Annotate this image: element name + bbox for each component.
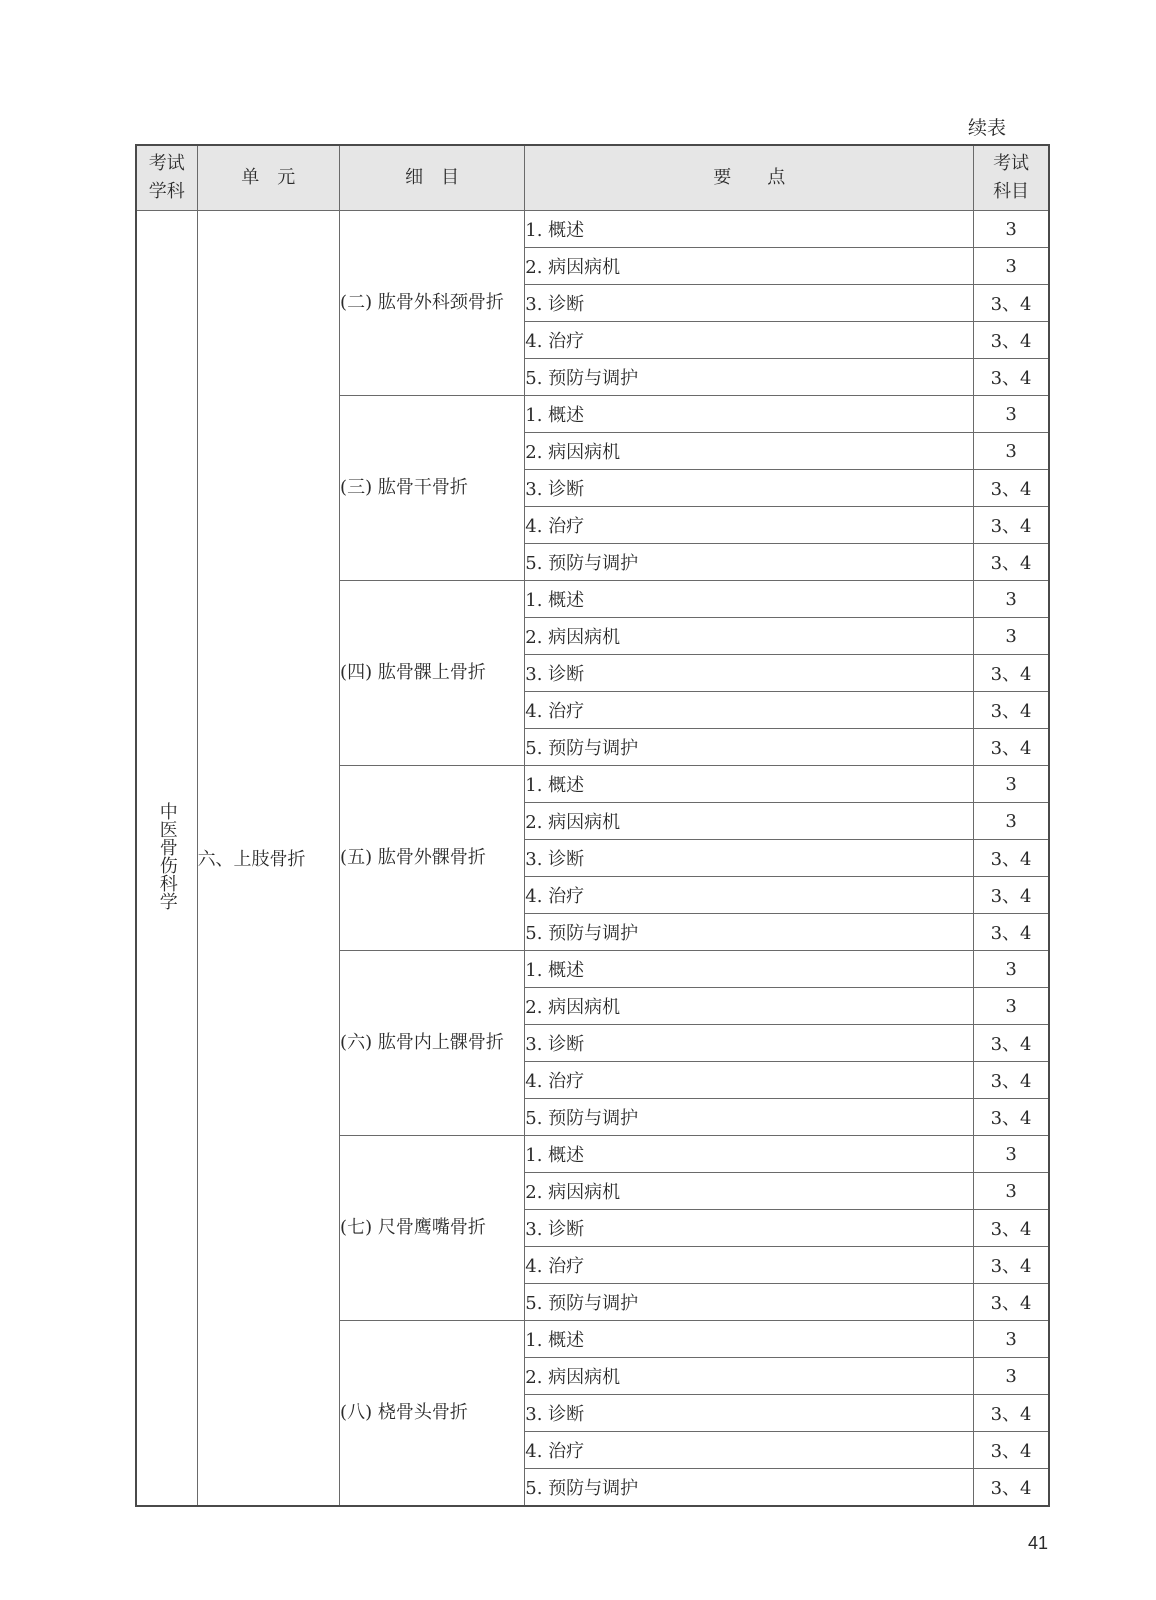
table-continued-caption: 续表 xyxy=(968,117,1007,139)
subject-cell xyxy=(136,211,197,1507)
exam-code-cell: 3、4 xyxy=(974,1099,1049,1136)
table-row xyxy=(136,211,1049,248)
key-point-cell: 5. 预防与调护 xyxy=(525,1099,974,1136)
exam-code-cell: 3、4 xyxy=(974,692,1049,729)
page-number: 41 xyxy=(1028,1533,1049,1553)
key-point-cell: 3. 诊断 xyxy=(525,470,974,507)
key-point-cell: 5. 预防与调护 xyxy=(525,359,974,396)
exam-code-cell: 3 xyxy=(974,396,1049,433)
topic-cell: (二) 肱骨外科颈骨折 xyxy=(340,211,525,396)
table-body xyxy=(136,211,1049,1507)
key-point-cell: 2. 病因病机 xyxy=(525,1173,974,1210)
topic-cell: (六) 肱骨内上髁骨折 xyxy=(340,951,525,1136)
key-point-cell: 4. 治疗 xyxy=(525,692,974,729)
key-point-cell: 3. 诊断 xyxy=(525,285,974,322)
header-subject: 考试学科 xyxy=(136,145,197,211)
header-row xyxy=(136,145,1049,211)
topic-cell: (三) 肱骨干骨折 xyxy=(340,396,525,581)
key-point-cell: 2. 病因病机 xyxy=(525,618,974,655)
syllabus-table xyxy=(135,144,1050,1507)
exam-code-cell: 3、4 xyxy=(974,322,1049,359)
key-point-cell: 2. 病因病机 xyxy=(525,248,974,285)
key-point-cell: 4. 治疗 xyxy=(525,877,974,914)
key-point-cell: 2. 病因病机 xyxy=(525,433,974,470)
key-point-cell: 5. 预防与调护 xyxy=(525,729,974,766)
header-points: 要 点 xyxy=(525,145,974,211)
exam-code-cell: 3 xyxy=(974,1321,1049,1358)
key-point-cell: 4. 治疗 xyxy=(525,322,974,359)
exam-code-cell: 3、4 xyxy=(974,1284,1049,1321)
exam-code-cell: 3 xyxy=(974,211,1049,248)
exam-code-cell: 3 xyxy=(974,1136,1049,1173)
exam-code-cell: 3 xyxy=(974,1173,1049,1210)
exam-code-cell: 3、4 xyxy=(974,655,1049,692)
key-point-cell: 1. 概述 xyxy=(525,396,974,433)
topic-cell: (五) 肱骨外髁骨折 xyxy=(340,766,525,951)
key-point-cell: 1. 概述 xyxy=(525,1136,974,1173)
header-unit: 单 元 xyxy=(197,145,339,211)
exam-code-cell: 3 xyxy=(974,988,1049,1025)
exam-code-cell: 3 xyxy=(974,803,1049,840)
key-point-cell: 3. 诊断 xyxy=(525,1025,974,1062)
exam-code-cell: 3 xyxy=(974,951,1049,988)
exam-code-cell: 3 xyxy=(974,581,1049,618)
exam-code-cell: 3、4 xyxy=(974,1247,1049,1284)
key-point-cell: 3. 诊断 xyxy=(525,840,974,877)
exam-code-cell: 3、4 xyxy=(974,1469,1049,1507)
key-point-cell: 1. 概述 xyxy=(525,581,974,618)
exam-code-cell: 3、4 xyxy=(974,1025,1049,1062)
key-point-cell: 2. 病因病机 xyxy=(525,1358,974,1395)
key-point-cell: 5. 预防与调护 xyxy=(525,1284,974,1321)
key-point-cell: 1. 概述 xyxy=(525,766,974,803)
exam-code-cell: 3、4 xyxy=(974,840,1049,877)
exam-code-cell: 3 xyxy=(974,766,1049,803)
exam-code-cell: 3、4 xyxy=(974,877,1049,914)
topic-cell: (四) 肱骨髁上骨折 xyxy=(340,581,525,766)
exam-code-cell: 3、4 xyxy=(974,1395,1049,1432)
key-point-cell: 1. 概述 xyxy=(525,951,974,988)
key-point-cell: 5. 预防与调护 xyxy=(525,544,974,581)
topic-cell: (八) 桡骨头骨折 xyxy=(340,1321,525,1507)
exam-code-cell: 3、4 xyxy=(974,359,1049,396)
exam-code-cell: 3、4 xyxy=(974,285,1049,322)
exam-code-cell: 3、4 xyxy=(974,544,1049,581)
exam-code-cell: 3、4 xyxy=(974,1432,1049,1469)
key-point-cell: 5. 预防与调护 xyxy=(525,914,974,951)
exam-code-cell: 3 xyxy=(974,618,1049,655)
key-point-cell: 4. 治疗 xyxy=(525,1062,974,1099)
exam-code-cell: 3 xyxy=(974,248,1049,285)
key-point-cell: 4. 治疗 xyxy=(525,507,974,544)
key-point-cell: 5. 预防与调护 xyxy=(525,1469,974,1507)
exam-code-cell: 3、4 xyxy=(974,507,1049,544)
topic-cell: (七) 尺骨鹰嘴骨折 xyxy=(340,1136,525,1321)
exam-code-cell: 3 xyxy=(974,1358,1049,1395)
exam-code-cell: 3 xyxy=(974,433,1049,470)
subject-label: 中医骨伤科学 xyxy=(156,801,178,910)
key-point-cell: 4. 治疗 xyxy=(525,1247,974,1284)
key-point-cell: 1. 概述 xyxy=(525,211,974,248)
exam-code-cell: 3、4 xyxy=(974,729,1049,766)
header-detail: 细 目 xyxy=(340,145,525,211)
exam-code-cell: 3、4 xyxy=(974,914,1049,951)
key-point-cell: 3. 诊断 xyxy=(525,1210,974,1247)
header-exam-code: 考试科目 xyxy=(974,145,1049,211)
key-point-cell: 3. 诊断 xyxy=(525,655,974,692)
key-point-cell: 2. 病因病机 xyxy=(525,803,974,840)
key-point-cell: 3. 诊断 xyxy=(525,1395,974,1432)
exam-code-cell: 3、4 xyxy=(974,1062,1049,1099)
exam-code-cell: 3、4 xyxy=(974,1210,1049,1247)
exam-code-cell: 3、4 xyxy=(974,470,1049,507)
key-point-cell: 1. 概述 xyxy=(525,1321,974,1358)
unit-cell: 六、上肢骨折 xyxy=(197,211,339,1507)
key-point-cell: 2. 病因病机 xyxy=(525,988,974,1025)
key-point-cell: 4. 治疗 xyxy=(525,1432,974,1469)
